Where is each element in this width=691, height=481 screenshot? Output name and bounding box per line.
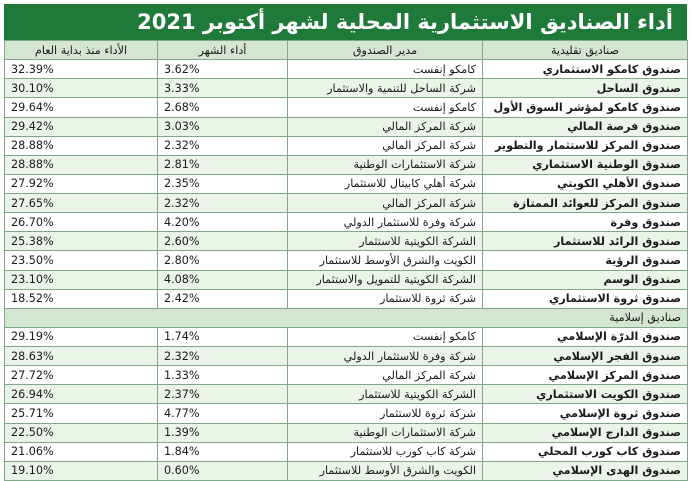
- fund-manager-cell: شركة المركز المالي: [288, 366, 483, 385]
- fund-manager-cell: شركة وفرة للاستثمار الدولي: [288, 347, 483, 366]
- ytd-performance-cell: 29.64%: [5, 98, 158, 117]
- fund-name-cell: صندوق الفجر الإسلامي: [483, 347, 688, 366]
- fund-name-cell: صندوق الرائد للاستثمار: [483, 232, 688, 251]
- fund-name-cell: صندوق كامكو الاستثماري: [483, 60, 688, 79]
- fund-manager-cell: الشركة الكويتية للتمويل والاستثمار: [288, 270, 483, 289]
- month-performance-cell: 2.32%: [158, 136, 288, 155]
- table-row: [5, 347, 688, 366]
- table-row: [5, 117, 688, 136]
- month-performance-cell: 1.84%: [158, 442, 288, 461]
- page-title: أداء الصناديق الاستثمارية المحلية لشهر أكتوبر 2021: [4, 4, 687, 40]
- ytd-performance-cell: 19.10%: [5, 461, 158, 480]
- ytd-performance-cell: 25.38%: [5, 232, 158, 251]
- fund-manager-cell: شركة أهلي كابيتال للاستثمار: [288, 174, 483, 193]
- fund-name-cell: صندوق وفرة: [483, 213, 688, 232]
- table-row: [5, 232, 688, 251]
- table-row: [5, 98, 688, 117]
- table-row: [5, 213, 688, 232]
- fund-manager-cell: الشركة الكويتية للاستثمار: [288, 385, 483, 404]
- month-performance-cell: 2.80%: [158, 251, 288, 270]
- fund-name-cell: صندوق الوطنية الاستثماري: [483, 155, 688, 174]
- month-performance-cell: 3.03%: [158, 117, 288, 136]
- ytd-performance-cell: 26.70%: [5, 213, 158, 232]
- month-performance-cell: 2.81%: [158, 155, 288, 174]
- month-performance-cell: 2.42%: [158, 289, 288, 308]
- fund-name-cell: صندوق المركز الإسلامي: [483, 366, 688, 385]
- fund-name-cell: صندوق الدارج الإسلامي: [483, 423, 688, 442]
- fund-manager-cell: شركة ثروة للاستثمار: [288, 289, 483, 308]
- month-performance-cell: 1.33%: [158, 366, 288, 385]
- ytd-performance-cell: 25.71%: [5, 404, 158, 423]
- table-row: [5, 404, 688, 423]
- header-fund: صناديق تقليدية: [483, 41, 688, 60]
- ytd-performance-cell: 22.50%: [5, 423, 158, 442]
- month-performance-cell: 2.60%: [158, 232, 288, 251]
- ytd-performance-cell: 27.92%: [5, 174, 158, 193]
- table-row: [5, 251, 688, 270]
- fund-manager-cell: شركة المركز المالي: [288, 194, 483, 213]
- table-row: [5, 442, 688, 461]
- month-performance-cell: 2.32%: [158, 347, 288, 366]
- fund-name-cell: صندوق الهدى الإسلامي: [483, 461, 688, 480]
- month-performance-cell: 2.32%: [158, 194, 288, 213]
- ytd-performance-cell: 27.72%: [5, 366, 158, 385]
- ytd-performance-cell: 28.88%: [5, 136, 158, 155]
- header-row: [5, 41, 688, 60]
- month-performance-cell: 0.60%: [158, 461, 288, 480]
- month-performance-cell: 3.62%: [158, 60, 288, 79]
- ytd-performance-cell: 27.65%: [5, 194, 158, 213]
- header-ytd-performance: الأداء منذ بداية العام: [5, 41, 158, 60]
- table-row: [5, 60, 688, 79]
- fund-manager-cell: شركة وفرة للاستثمار الدولي: [288, 213, 483, 232]
- table-body: [5, 60, 688, 481]
- fund-name-cell: صندوق كاب كورب المحلي: [483, 442, 688, 461]
- funds-table: [4, 40, 688, 481]
- table-row: [5, 289, 688, 308]
- fund-name-cell: صندوق فرصة المالي: [483, 117, 688, 136]
- table-row: [5, 423, 688, 442]
- ytd-performance-cell: 21.06%: [5, 442, 158, 461]
- fund-name-cell: صندوق الكويت الاستثماري: [483, 385, 688, 404]
- fund-manager-cell: شركة المركز المالي: [288, 117, 483, 136]
- month-performance-cell: 4.77%: [158, 404, 288, 423]
- month-performance-cell: 3.33%: [158, 79, 288, 98]
- funds-table-card: [4, 4, 687, 478]
- table-row: [5, 366, 688, 385]
- fund-name-cell: صندوق ثروة الاستثماري: [483, 289, 688, 308]
- section-row-islamic: [5, 308, 688, 327]
- fund-name-cell: صندوق الوسم: [483, 270, 688, 289]
- table-row: [5, 174, 688, 193]
- table-row: [5, 79, 688, 98]
- fund-manager-cell: شركة كاب كورب للاستثمار: [288, 442, 483, 461]
- header-month-performance: أداء الشهر: [158, 41, 288, 60]
- fund-manager-cell: شركة الاستثمارات الوطنية: [288, 423, 483, 442]
- fund-name-cell: صندوق الرؤية: [483, 251, 688, 270]
- fund-name-cell: صندوق المركز للعوائد الممتازة: [483, 194, 688, 213]
- fund-manager-cell: كامكو إنفست: [288, 327, 483, 346]
- fund-name-cell: صندوق كامكو لمؤشر السوق الأول: [483, 98, 688, 117]
- fund-manager-cell: الكويت والشرق الأوسط للاستثمار: [288, 251, 483, 270]
- fund-manager-cell: شركة ثروة للاستثمار: [288, 404, 483, 423]
- fund-manager-cell: كامكو إنفست: [288, 98, 483, 117]
- fund-name-cell: صندوق الدرّة الإسلامي: [483, 327, 688, 346]
- table-row: [5, 136, 688, 155]
- table-row: [5, 327, 688, 346]
- ytd-performance-cell: 29.42%: [5, 117, 158, 136]
- header-manager: مدير الصندوق: [288, 41, 483, 60]
- ytd-performance-cell: 23.50%: [5, 251, 158, 270]
- fund-manager-cell: شركة المركز المالي: [288, 136, 483, 155]
- fund-manager-cell: شركة الساحل للتنمية والاستثمار: [288, 79, 483, 98]
- fund-name-cell: صندوق المركز للاستثمار والتطوير: [483, 136, 688, 155]
- month-performance-cell: 2.68%: [158, 98, 288, 117]
- month-performance-cell: 1.74%: [158, 327, 288, 346]
- ytd-performance-cell: 26.94%: [5, 385, 158, 404]
- ytd-performance-cell: 28.88%: [5, 155, 158, 174]
- ytd-performance-cell: 28.63%: [5, 347, 158, 366]
- month-performance-cell: 2.37%: [158, 385, 288, 404]
- fund-name-cell: صندوق الساحل: [483, 79, 688, 98]
- month-performance-cell: 2.35%: [158, 174, 288, 193]
- ytd-performance-cell: 29.19%: [5, 327, 158, 346]
- table-row: [5, 461, 688, 480]
- table-row: [5, 194, 688, 213]
- ytd-performance-cell: 32.39%: [5, 60, 158, 79]
- fund-name-cell: صندوق ثروة الإسلامي: [483, 404, 688, 423]
- table-row: [5, 155, 688, 174]
- ytd-performance-cell: 18.52%: [5, 289, 158, 308]
- section-label: صناديق إسلامية: [5, 308, 688, 327]
- month-performance-cell: 4.20%: [158, 213, 288, 232]
- ytd-performance-cell: 30.10%: [5, 79, 158, 98]
- fund-name-cell: صندوق الأهلي الكويتي: [483, 174, 688, 193]
- table-row: [5, 270, 688, 289]
- fund-manager-cell: الكويت والشرق الأوسط للاستثمار: [288, 461, 483, 480]
- table-row: [5, 385, 688, 404]
- fund-manager-cell: الشركة الكويتية للاستثمار: [288, 232, 483, 251]
- month-performance-cell: 4.08%: [158, 270, 288, 289]
- fund-manager-cell: شركة الاستثمارات الوطنية: [288, 155, 483, 174]
- fund-manager-cell: كامكو إنفست: [288, 60, 483, 79]
- ytd-performance-cell: 23.10%: [5, 270, 158, 289]
- month-performance-cell: 1.39%: [158, 423, 288, 442]
